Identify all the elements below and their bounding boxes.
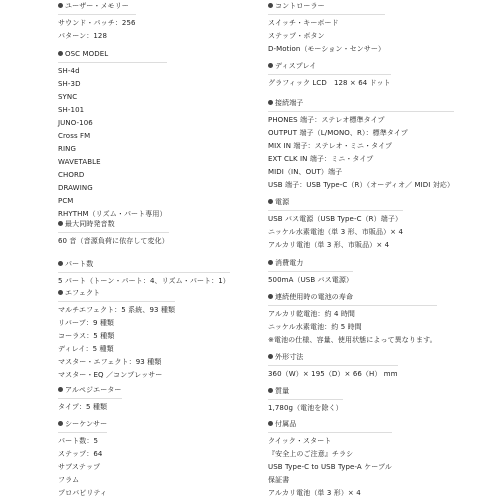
- section-heading: [268, 291, 437, 304]
- section-divider: [268, 74, 391, 75]
- section-divider: [58, 272, 230, 273]
- spec-section-memory: [58, 0, 136, 43]
- section-heading: [268, 196, 403, 209]
- section-heading: [58, 258, 230, 271]
- spec-section-arpeggiator: [58, 384, 122, 414]
- section-heading-text: コントローラー: [275, 2, 325, 10]
- bullet-icon: [58, 261, 63, 266]
- section-heading-text: アルペジエーター: [65, 386, 122, 394]
- spec-line: SH-4d: [58, 67, 80, 75]
- section-heading: [58, 418, 107, 431]
- spec-line: USB Type-C to USB Type-A ケーブル: [268, 463, 392, 471]
- spec-section-accessories: [268, 418, 392, 500]
- section-heading-text: パート数: [65, 260, 94, 268]
- section-heading: [58, 0, 136, 13]
- spec-line: ステップ：64: [58, 450, 103, 458]
- section-heading-text: 連続使用時の電池の寿命: [275, 293, 354, 301]
- bullet-icon: [268, 199, 273, 204]
- section-heading-text: 付属品: [275, 420, 297, 428]
- spec-line: PCM: [58, 197, 74, 205]
- bullet-icon: [268, 260, 273, 265]
- spec-line: EXT CLK IN 端子：ミニ・タイプ: [268, 155, 374, 163]
- section-heading-text: 接続端子: [275, 99, 304, 107]
- section-heading-text: シーケンサー: [65, 420, 108, 428]
- spec-line: SH-3D: [58, 80, 81, 88]
- spec-line: ニッケル水素電池（単 3 形、市販品）× 4: [268, 228, 404, 236]
- spec-line: D-Motion（モーション・センサー）: [268, 45, 386, 53]
- spec-line: サウンド・パッチ：256: [58, 19, 136, 27]
- spec-line: フラム: [58, 476, 80, 484]
- spec-line: 5 パート（トーン・パート：4、リズム・パート：1）: [58, 277, 230, 285]
- section-heading-text: ユーザー・メモリー: [65, 2, 129, 10]
- spec-section-battery_life: [268, 291, 437, 347]
- spec-line: SYNC: [58, 93, 78, 101]
- bullet-icon: [268, 294, 273, 299]
- section-divider: [58, 232, 169, 233]
- section-heading-text: 最大同時発音数: [65, 220, 115, 228]
- section-divider: [58, 301, 175, 302]
- spec-line: PHONES 端子：ステレオ標準タイプ: [268, 116, 385, 124]
- spec-line: マスター・EQ ／コンプレッサー: [58, 371, 163, 379]
- spec-line: コーラス：5 種類: [58, 332, 115, 340]
- bullet-icon: [268, 388, 273, 393]
- spec-line: グラフィック LCD 128 × 64 ドット: [268, 79, 391, 87]
- section-heading: [58, 48, 167, 61]
- spec-section-parts: [58, 258, 230, 288]
- section-heading-text: OSC MODEL: [65, 50, 109, 58]
- section-heading: [268, 385, 343, 398]
- bullet-icon: [268, 421, 273, 426]
- bullet-icon: [268, 354, 273, 359]
- section-heading: [268, 418, 392, 431]
- section-divider: [58, 14, 136, 15]
- section-divider: [268, 365, 398, 366]
- section-heading: [268, 257, 353, 270]
- spec-section-controllers: [268, 0, 385, 56]
- spec-section-polyphony: [58, 218, 169, 248]
- spec-line: USB バス電源（USB Type-C（R）端子）: [268, 215, 403, 223]
- spec-line: 360（W）× 195（D）× 66（H） mm: [268, 370, 398, 378]
- spec-line: DRAWING: [58, 184, 93, 192]
- section-heading: [58, 287, 175, 300]
- section-heading: [268, 0, 385, 13]
- spec-section-power: [268, 196, 403, 252]
- spec-line: OUTPUT 端子（L/MONO、R）：標準タイプ: [268, 129, 408, 137]
- spec-line: 『安全上のご注意』チラシ: [268, 450, 354, 458]
- spec-line: WAVETABLE: [58, 158, 101, 166]
- bullet-icon: [58, 421, 63, 426]
- spec-section-display: [268, 60, 391, 90]
- spec-section-osc: [58, 48, 167, 221]
- section-heading: [268, 60, 391, 73]
- section-divider: [268, 399, 343, 400]
- section-divider: [58, 62, 167, 63]
- spec-line: MIX IN 端子：ステレオ・ミニ・タイプ: [268, 142, 393, 150]
- section-heading-text: 消費電力: [275, 259, 304, 267]
- section-heading-text: エフェクト: [65, 289, 101, 297]
- section-divider: [58, 398, 122, 399]
- spec-line: 500mA（USB バス電源）: [268, 276, 354, 284]
- section-heading-text: 質量: [275, 387, 290, 395]
- bullet-icon: [58, 290, 63, 295]
- spec-line: マスター・エフェクト：93 種類: [58, 358, 162, 366]
- section-divider: [268, 210, 403, 211]
- section-heading-text: ディスプレイ: [275, 62, 317, 70]
- spec-line: アルカリ電池（単 3 形）× 4: [268, 489, 361, 497]
- spec-line: ※電池の仕様、容量、使用状態によって異なります。: [268, 336, 437, 344]
- spec-line: RING: [58, 145, 76, 153]
- spec-line: 60 音（音源負荷に依存して変化）: [58, 237, 169, 245]
- spec-line: スイッチ・キーボード: [268, 19, 339, 27]
- spec-section-effects: [58, 287, 175, 382]
- spec-line: パート数：5: [58, 437, 99, 445]
- spec-section-dimensions: [268, 351, 398, 381]
- spec-line: パターン：128: [58, 32, 108, 40]
- spec-line: プロバビリティ: [58, 489, 107, 497]
- spec-line: MIDI（IN、OUT）端子: [268, 168, 343, 176]
- spec-line: 1,780g（電池を除く）: [268, 404, 343, 412]
- section-divider: [268, 111, 454, 112]
- spec-line: SH-101: [58, 106, 85, 114]
- spec-line: マルチエフェクト：5 系統、93 種類: [58, 306, 176, 314]
- bullet-icon: [268, 3, 273, 8]
- spec-section-connectors: [268, 97, 454, 192]
- spec-line: アルカリ電池（単 3 形、市販品）× 4: [268, 241, 390, 249]
- spec-line: RHYTHM（リズム・パート専用）: [58, 210, 167, 218]
- spec-section-consumption: [268, 257, 353, 287]
- spec-section-weight: [268, 385, 343, 415]
- spec-line: アルカリ乾電池：約 4 時間: [268, 310, 356, 318]
- spec-line: Cross FM: [58, 132, 91, 140]
- section-heading: [268, 97, 454, 110]
- bullet-icon: [58, 221, 63, 226]
- bullet-icon: [268, 100, 273, 105]
- spec-line: JUNO-106: [58, 119, 93, 127]
- section-divider: [268, 305, 437, 306]
- spec-line: タイプ：5 種類: [58, 403, 108, 411]
- section-heading-text: 電源: [275, 198, 290, 206]
- spec-line: ステップ・ボタン: [268, 32, 325, 40]
- bullet-icon: [58, 51, 63, 56]
- section-divider: [268, 271, 353, 272]
- spec-line: CHORD: [58, 171, 85, 179]
- section-divider: [268, 14, 385, 15]
- bullet-icon: [268, 63, 273, 68]
- section-heading: [268, 351, 398, 364]
- bullet-icon: [58, 387, 63, 392]
- section-heading: [58, 218, 169, 231]
- spec-line: USB 端子：USB Type-C（R）（オーディオ／ MIDI 対応）: [268, 181, 455, 189]
- section-divider: [58, 432, 107, 433]
- spec-line: ニッケル水素電池：約 5 時間: [268, 323, 362, 331]
- spec-section-sequencer: [58, 418, 107, 500]
- section-heading: [58, 384, 122, 397]
- spec-line: クイック・スタート: [268, 437, 332, 445]
- spec-line: 保証書: [268, 476, 290, 484]
- bullet-icon: [58, 3, 63, 8]
- spec-line: サブステップ: [58, 463, 101, 471]
- section-heading-text: 外形寸法: [275, 353, 304, 361]
- spec-line: ディレイ：5 種類: [58, 345, 114, 353]
- section-divider: [268, 432, 392, 433]
- spec-line: リバーブ：9 種類: [58, 319, 115, 327]
